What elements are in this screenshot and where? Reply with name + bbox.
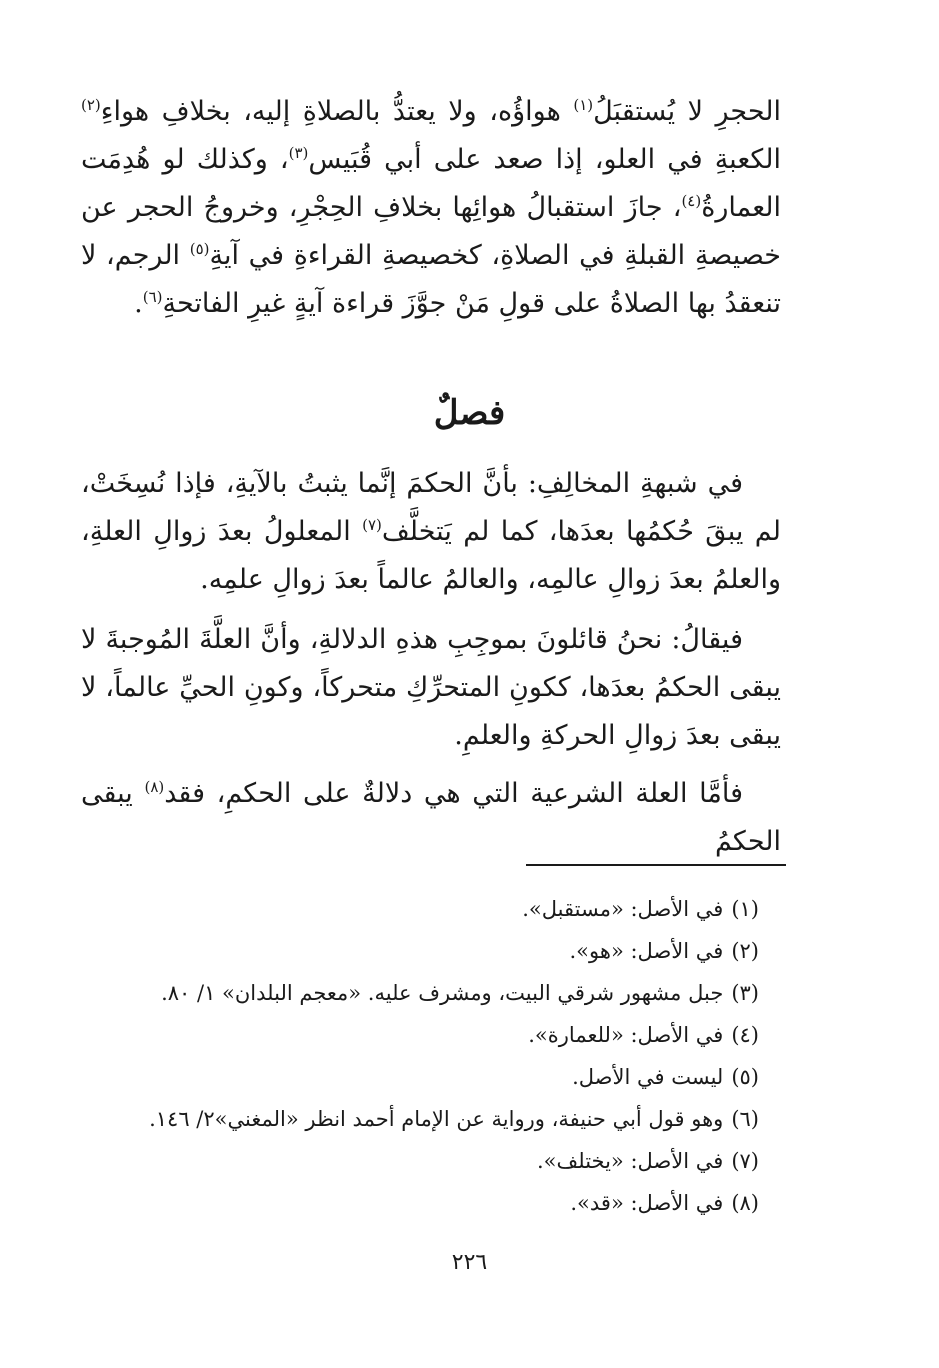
footnote-number: (٤) [731, 1023, 759, 1047]
footnote-item [59, 1014, 759, 1056]
footnote-item [59, 1140, 759, 1182]
footnote-text: في الأصل: «للعمارة». [528, 1023, 724, 1047]
footnote-item [59, 1098, 759, 1140]
text-run: المعلولُ بعدَ زوالِ العلةِ، والعلمُ بعدَ زوالِ عالمِه، والعالمُ عالماً بعدَ زوالِ علمِه. [81, 516, 781, 595]
footnote-number: (١) [731, 897, 759, 921]
footnote-item [59, 930, 759, 972]
footnote-text: وهو قول أبي حنيفة، ورواية عن الإمام أحمد انظر «المغني»٢/ ١٤٦. [149, 1107, 724, 1131]
footnote-number: (٦) [731, 1107, 759, 1131]
footnote-number: (٥) [731, 1065, 759, 1089]
text-run: الرجم، لا تنعقدُ بها الصلاةُ على قولِ مَنْ جوَّزَ قراءة آيةٍ غيرِ الفاتحةِ [81, 240, 781, 319]
page-number: ٢٢٦ [451, 1250, 488, 1275]
footnote-text: في الأصل: «يختلف». [536, 1149, 724, 1173]
text-run: فأمَّا العلة الشرعية التي هي دلالةٌ على الحكمِ، فقد [164, 778, 743, 809]
section-paragraph-3 [81, 770, 781, 866]
text-run: في شبهةِ المخالِفِ: بأنَّ الحكمَ إنَّما يثبتُ بالآيةِ، فإذا نُسِخَتْ، لم يبقَ حُكمُها بعدَها، كما لم يَتخلَّف [81, 468, 781, 547]
text-run: الكعبةِ في العلو، إذا صعد على أبي قُبَيس [308, 144, 781, 175]
footnote-text: في الأصل: «مستقبل». [522, 897, 724, 921]
footnote-marker[interactable]: (٦) [142, 288, 163, 306]
section-heading: فصلٌ [433, 393, 506, 433]
text-run: هواؤُه، ولا يعتدُّ بالصلاةِ إليه، بخلافِ هواءِ [100, 96, 574, 127]
footnote-marker[interactable]: (٨) [144, 778, 165, 796]
footnote-item [59, 1056, 759, 1098]
footnote-marker[interactable]: (٥) [189, 240, 210, 258]
footnote-item [59, 1182, 759, 1224]
footnotes-list [59, 888, 759, 1224]
text-run: يبقى الحكمُ [81, 778, 781, 857]
footnote-number: (٢) [731, 939, 759, 963]
text-run: الحجرِ لا يُستقبَلُ [593, 96, 781, 127]
section-paragraph-1 [81, 460, 781, 604]
footnote-text: في الأصل: «قد». [570, 1191, 724, 1215]
footnote-marker[interactable]: (٤) [681, 192, 702, 210]
section-paragraph-2: فيقالُ: نحنُ قائلونَ بموجِبِ هذهِ الدلالةِ، وأنَّ العلَّةَ المُوجبةَ لا يبقى الحكمُ بعدَها، ككونِ المتحرِّكِ متحركاً، وكونِ الحيِّ عالماً، لا يبقى بعدَ زوالِ الحركةِ والعلمِ. [81, 624, 781, 751]
footnote-marker[interactable]: (٢) [81, 96, 101, 114]
footnote-item [59, 888, 759, 930]
text-run: ، وكذلك لو هُدِمَت العمارةُ [81, 144, 781, 223]
footnote-marker[interactable]: (١) [573, 96, 594, 114]
footnote-separator [526, 864, 786, 866]
footnote-item [59, 972, 759, 1014]
footnote-number: (٨) [731, 1191, 759, 1215]
footnote-text: في الأصل: «هو». [569, 939, 724, 963]
intro-paragraph [81, 88, 781, 328]
footnote-number: (٣) [731, 981, 759, 1005]
footnote-text: ليست في الأصل. [572, 1065, 724, 1089]
footnote-marker[interactable]: (٣) [288, 144, 309, 162]
footnote-text: جبل مشهور شرقي البيت، ومشرف عليه. «معجم البلدان» ١/ ٨٠. [161, 981, 724, 1005]
footnote-marker[interactable]: (٧) [362, 516, 382, 534]
text-run: ، جازَ استقبالُ هوائِها بخلافِ الحِجْرِ، وخروجُ الحجر عن خصيصةِ القبلةِ في الصلاةِ، كخصيصةِ القراءةِ في آيةِ [81, 192, 781, 271]
text-run: . [134, 288, 143, 319]
footnote-number: (٧) [731, 1149, 759, 1173]
